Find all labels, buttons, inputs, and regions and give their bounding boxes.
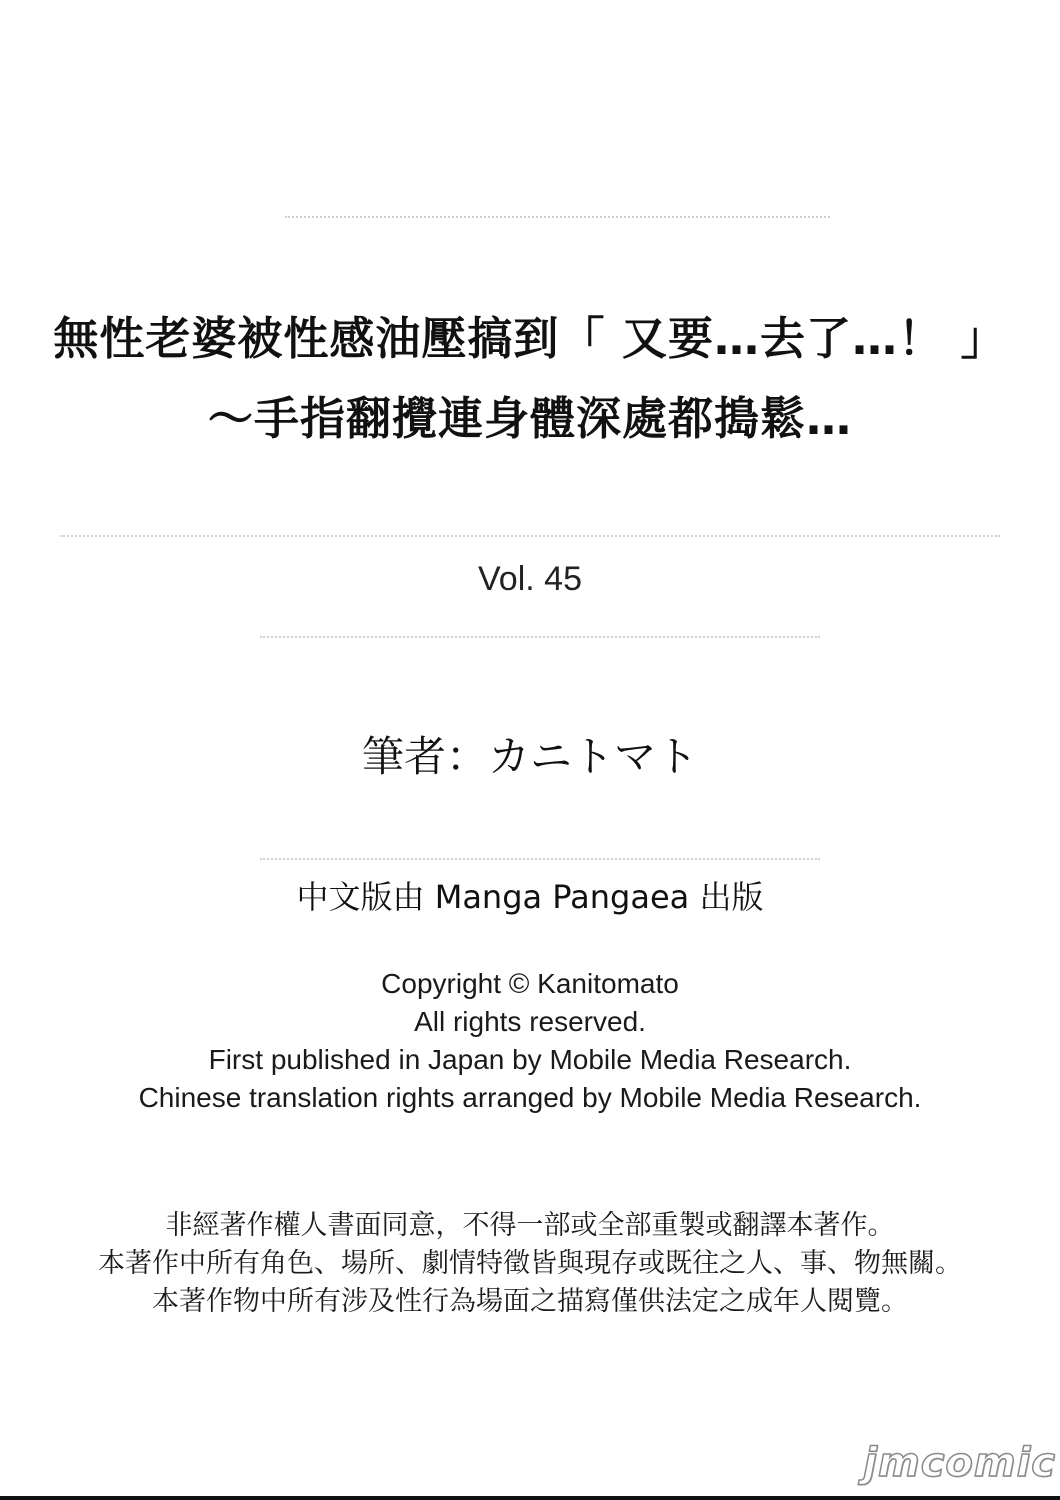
copyright-line: All rights reserved.	[414, 1006, 646, 1037]
author-credit: 筆者：カニトマト	[361, 732, 698, 781]
legal-notice-block	[0, 1207, 1060, 1321]
volume-number: Vol. 45	[478, 560, 582, 598]
notice-line: 本著作中所有角色、場所、劇情特徵皆與現存或既往之人、事、物無關。	[98, 1248, 962, 1279]
page-bottom-border	[0, 1496, 1060, 1500]
dotted-divider	[60, 535, 1000, 537]
dotted-divider	[285, 216, 830, 218]
publisher-credit: 中文版由 Manga Pangaea 出版	[296, 878, 764, 916]
watermark-logo: jmcomic	[863, 1440, 1056, 1486]
copyright-line: First published in Japan by Mobile Media Research.	[208, 1044, 852, 1075]
notice-line: 非經著作權人書面同意，不得一部或全部重製或翻譯本著作。	[165, 1210, 895, 1241]
copyright-block	[0, 965, 1060, 1117]
dotted-divider	[260, 636, 820, 638]
notice-line: 本著作物中所有涉及性行為場面之描寫僅供法定之成年人閱覽。	[152, 1286, 908, 1317]
dotted-divider	[260, 858, 820, 860]
copyright-line: Chinese translation rights arranged by Mobile Media Research.	[138, 1082, 922, 1113]
title-line-1: 無性老婆被性感油壓搞到「 又要…去了…！ 」	[53, 312, 1007, 365]
title-line-2: ～手指翻攪連身體深處都搗鬆…	[207, 392, 852, 445]
copyright-line: Copyright © Kanitomato	[381, 968, 679, 999]
